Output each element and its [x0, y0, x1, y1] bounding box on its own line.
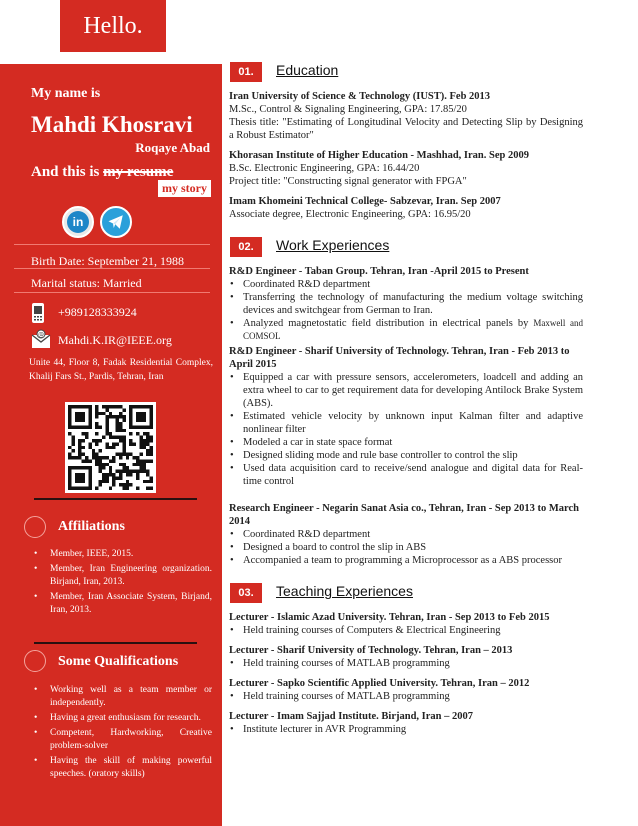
list-item-text: Analyzed magnetostatic field distribution in electrical panels by — [243, 318, 529, 329]
email-address[interactable]: Mahdi.K.IR@IEEE.org — [58, 333, 172, 347]
full-name: Mahdi Khosravi — [31, 112, 193, 137]
list-item — [229, 317, 583, 343]
entry-title: Lecturer - Sharif University of Technology. Tehran, Iran – 2013 — [229, 645, 513, 656]
affiliations-title: Affiliations — [58, 519, 125, 534]
linkedin-icon[interactable] — [62, 206, 94, 238]
entry-title: R&D Engineer - Taban Group. Tehran, Iran -April 2015 to Present — [229, 266, 529, 277]
divider — [14, 268, 210, 269]
alt-name: Roqaye Abad — [135, 140, 210, 155]
qualifications-title: Some Qualifications — [58, 654, 179, 669]
education-entry — [229, 195, 583, 221]
list-item: • Coordinated R&D department — [229, 278, 583, 291]
bullet-list — [229, 528, 583, 567]
bullet-list — [229, 657, 583, 670]
bullet-list — [229, 371, 583, 488]
list-item: • Equipped a car with pressure sensors, accelerometers, loadcell and adding an extra wheel to car to get requirement data for developing Antilock Brake System (ABS). — [229, 371, 583, 410]
list-item: • Held training courses of MATLAB programming — [229, 690, 583, 703]
bullet-list — [229, 690, 583, 703]
entry-title: Imam Khomeini Technical College- Sabzevar, Iran. Sep 2007 — [229, 196, 501, 207]
list-item: • Member, IEEE, 2015. — [34, 548, 212, 561]
education-entry — [229, 149, 583, 188]
entry-title: Iran University of Science & Technology (IUST). Feb 2013 — [229, 91, 491, 102]
bullet-list — [229, 624, 583, 637]
section-title: Education — [276, 62, 339, 78]
list-item: • Held training courses of MATLAB programming — [229, 657, 583, 670]
list-item: • Having a great enthusiasm for research. — [34, 712, 212, 725]
home-address: Unite 44, Floor 8, Fadak Residential Complex, Khalij Fars St., Pardis, Tehran, Iran — [29, 358, 213, 382]
qualifications-list — [34, 684, 212, 783]
entry-line: Thesis title: "Estimating of Longitudinal Velocity and Detecting Slip by Designing a Robust Estimator" — [229, 117, 583, 141]
list-item: • Used data acquisition card to receive/send analogue and digital data for Real-time control — [229, 462, 583, 488]
teaching-entry — [229, 644, 583, 670]
list-item: • Accompanied a team to programming a Microprocessor as a ABS processor — [229, 554, 583, 567]
phone-icon — [31, 302, 47, 322]
telegram-icon[interactable] — [100, 206, 132, 238]
telegram-plane-icon — [107, 213, 125, 231]
entry-title: Lecturer - Sapko Scientific Applied University. Tehran, Iran – 2012 — [229, 678, 530, 689]
main-content — [229, 60, 583, 743]
section-title: Work Experiences — [276, 237, 390, 253]
birth-date: Birth Date: September 21, 1988 — [31, 254, 184, 268]
list-item: • Working well as a team member or independently. — [34, 684, 212, 710]
list-item: • Coordinated R&D department — [229, 528, 583, 541]
divider — [14, 244, 210, 245]
this-is-line — [31, 164, 173, 181]
affiliations-icon — [24, 516, 46, 538]
work-entry — [229, 345, 583, 488]
entry-line: Associate degree, Electronic Engineering, GPA: 16.95/20 — [229, 209, 471, 220]
entry-title: Research Engineer - Negarin Sanat Asia co., Tehran, Iran - Sep 2013 to March 2014 — [229, 503, 580, 527]
work-entry — [229, 265, 583, 343]
entry-title: Lecturer - Islamic Azad University. Tehran, Iran - Sep 2013 to Feb 2015 — [229, 612, 550, 623]
teaching-entry — [229, 710, 583, 736]
divider — [14, 292, 210, 293]
education-entry — [229, 90, 583, 142]
list-item: • Designed a board to control the slip in ABS — [229, 541, 583, 554]
work-entry — [229, 502, 583, 567]
work-header — [229, 235, 583, 259]
list-item: • Transferring the technology of manufacturing the medium voltage switching devices and switchgear from German to Iran. — [229, 291, 583, 317]
sidebar — [0, 64, 222, 826]
qr-code-graphic — [68, 405, 153, 490]
bullet-list — [229, 278, 583, 343]
list-item: • Having the skill of making powerful speeches. (oratory skills) — [34, 755, 212, 781]
entry-title: R&D Engineer - Sharif University of Technology. Tehran, Iran - Feb 2013 to April 2015 — [229, 346, 570, 370]
list-item: • Institute lecturer in AVR Programming — [229, 723, 583, 736]
section-rule — [34, 642, 197, 644]
list-item: • Modeled a car in state space format — [229, 436, 583, 449]
education-header — [229, 60, 583, 84]
linkedin-glyph: in — [67, 211, 89, 233]
phone-number[interactable]: +989128333924 — [58, 305, 137, 319]
bullet-list — [229, 723, 583, 736]
social-links — [62, 206, 132, 238]
list-item: • Estimated vehicle velocity by unknown input Kalman filter and adaptive nonlinear filter — [229, 410, 583, 436]
marital-status: Marital status: Married — [31, 276, 142, 290]
hello-tab: Hello. — [60, 0, 166, 52]
list-item-text: Maxwell and COMSOL — [243, 318, 583, 341]
list-item: • Member, Iran Associate System, Birjand, Iran, 2013. — [34, 591, 212, 617]
svg-text:@: @ — [38, 331, 44, 339]
entry-title: Lecturer - Imam Sajjad Institute. Birjand, Iran – 2007 — [229, 711, 474, 722]
intro-label: My name is — [31, 86, 101, 101]
teaching-entry — [229, 611, 583, 637]
teaching-header — [229, 581, 583, 605]
section-rule — [34, 498, 197, 500]
entry-line: M.Sc., Control & Signaling Engineering, GPA: 17.85/20 — [229, 104, 467, 115]
list-item: • Member, Iran Engineering organization. Birjand, Iran, 2013. — [34, 563, 212, 589]
section-number: 01. — [230, 62, 262, 82]
teaching-entry — [229, 677, 583, 703]
list-item: • Held training courses of Computers & Electrical Engineering — [229, 624, 583, 637]
entry-line: B.Sc. Electronic Engineering, GPA: 16.44/20 — [229, 163, 420, 174]
list-item: • Designed sliding mode and rule base controller to control the slip — [229, 449, 583, 462]
struck-resume: my resume — [103, 164, 174, 180]
this-is-label: And this is — [31, 164, 100, 180]
qualifications-icon — [24, 650, 46, 672]
affiliations-list — [34, 548, 212, 619]
list-item: • Competent, Hardworking, Creative problem-solver — [34, 727, 212, 753]
email-icon — [31, 329, 47, 349]
story-badge: my story — [158, 180, 211, 197]
qr-code — [65, 402, 156, 493]
entry-title: Khorasan Institute of Higher Education - Mashhad, Iran. Sep 2009 — [229, 150, 529, 161]
entry-line: Project title: "Constructing signal generator with FPGA" — [229, 176, 467, 187]
section-title: Teaching Experiences — [276, 583, 413, 599]
section-number: 03. — [230, 583, 262, 603]
section-number: 02. — [230, 237, 262, 257]
